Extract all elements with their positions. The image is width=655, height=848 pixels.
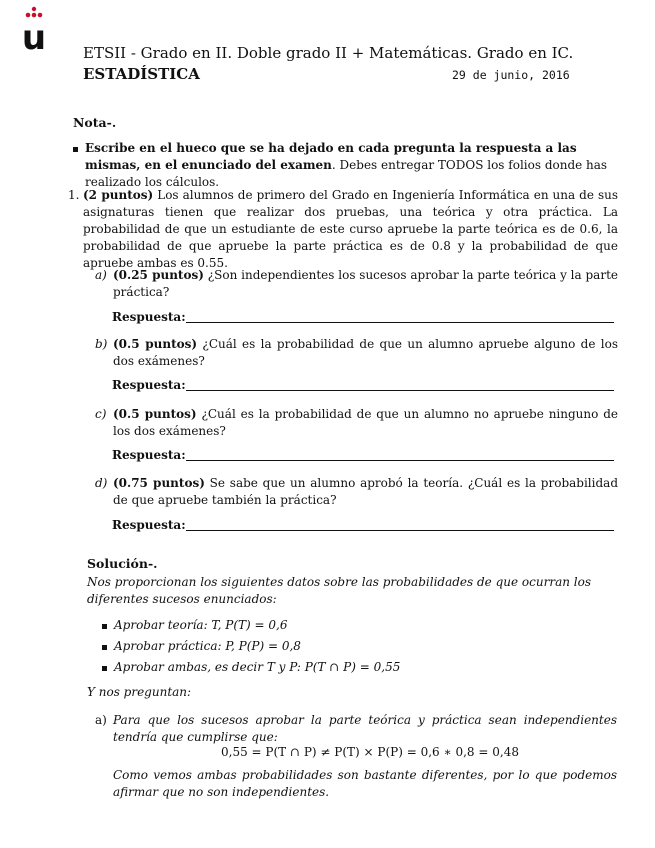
part-text: ¿Cuál es la probabilidad de que un alumno no apruebe ninguno de los dos exámenes? xyxy=(113,407,618,438)
subject-title: ESTADÍSTICA xyxy=(83,65,200,83)
part-label: b) xyxy=(95,337,108,351)
university-logo xyxy=(17,6,51,54)
solution-item xyxy=(102,617,602,634)
part-text: Para que los sucesos aprobar la parte teórica y práctica sean independientes tendría que cumplirse que: xyxy=(113,713,617,744)
solution-part-a xyxy=(95,712,617,746)
bullet-icon xyxy=(102,666,107,671)
nota-instruction xyxy=(73,140,618,191)
answer-label: Respuesta: xyxy=(112,448,186,462)
solution-item xyxy=(102,659,602,676)
answer-line xyxy=(186,460,614,461)
part-c xyxy=(95,406,618,440)
answer-field-a[interactable] xyxy=(112,309,614,327)
solution-item xyxy=(102,638,602,655)
bullet-icon xyxy=(102,624,107,629)
question-number: 1. xyxy=(68,188,80,202)
part-points: (0.25 puntos) xyxy=(113,268,204,282)
answer-field-b[interactable] xyxy=(112,377,614,395)
part-label: a) xyxy=(95,713,107,727)
independence-equation: 0,55 = P(T ∩ P) ≠ P(T) × P(P) = 0,6 ∗ 0,8 = 0,48 xyxy=(221,745,519,759)
course-header: ETSII - Grado en II. Doble grado II + Matemáticas. Grado en IC. xyxy=(83,44,574,62)
part-d xyxy=(95,475,618,509)
nota-heading: Nota-. xyxy=(73,115,117,130)
logo-letter: u xyxy=(21,18,47,54)
part-text: Se sabe que un alumno aprobó la teoría. ¿Cuál es la probabilidad de que apruebe también la práctica? xyxy=(113,476,618,507)
part-points: (0.75 puntos) xyxy=(113,476,205,490)
solution-heading: Solución-. xyxy=(87,556,158,571)
item-text: Aprobar ambas, es decir T y P: P(T ∩ P) = 0,55 xyxy=(114,660,401,674)
answer-line xyxy=(186,322,614,323)
item-text: Aprobar teoría: T, P(T) = 0,6 xyxy=(114,618,288,632)
question-statement: Los alumnos de primero del Grado en Ingeniería Informática en una de sus asignaturas tienen que realizar dos pruebas, una teórica y otra práctica. La probabilidad de que un estudiante de este curso apruebe la parte teórica es de 0.6, la probabilidad de que apruebe la parte práctica es de 0.8 y la probabilidad de que apruebe ambas es 0.55. xyxy=(83,188,618,270)
bullet-icon xyxy=(73,147,78,152)
answer-label: Respuesta: xyxy=(112,518,186,532)
question-points: (2 puntos) xyxy=(83,188,154,202)
part-points: (0.5 puntos) xyxy=(113,337,198,351)
part-points: (0.5 puntos) xyxy=(113,407,197,421)
part-label: d) xyxy=(95,476,108,490)
instruction-bold: Escribe en el hueco que se ha dejado en cada pregunta la respuesta a las mismas, en el enunciado del examen xyxy=(85,141,577,172)
part-label: a) xyxy=(95,268,107,282)
solution-conclusion: Como vemos ambas probabilidades son bastante diferentes, por lo que podemos afirmar que no son independientes. xyxy=(113,768,617,799)
part-b xyxy=(95,336,618,370)
part-label: c) xyxy=(95,407,107,421)
bullet-icon xyxy=(102,645,107,650)
answer-line xyxy=(186,530,614,531)
solution-intro: Nos proporcionan los siguientes datos sobre las probabilidades de que ocurran los diferentes sucesos enunciados: xyxy=(87,575,591,606)
answer-label: Respuesta: xyxy=(112,310,186,324)
part-text: ¿Son independientes los sucesos aprobar la parte teórica y la parte práctica? xyxy=(113,268,618,299)
item-text: Aprobar práctica: P, P(P) = 0,8 xyxy=(114,639,301,653)
solution-ask: Y nos preguntan: xyxy=(87,685,192,699)
part-text: ¿Cuál es la probabilidad de que un alumno apruebe alguno de los dos exámenes? xyxy=(113,337,618,368)
instruction-rest: . Debes entregar TODOS los folios donde has realizado los cálculos. xyxy=(85,158,608,189)
answer-label: Respuesta: xyxy=(112,378,186,392)
answer-field-c[interactable] xyxy=(112,447,614,465)
answer-field-d[interactable] xyxy=(112,517,614,535)
answer-line xyxy=(186,390,614,391)
part-a xyxy=(95,267,618,301)
exam-date: 29 de junio, 2016 xyxy=(452,68,570,82)
question-1 xyxy=(68,187,618,272)
